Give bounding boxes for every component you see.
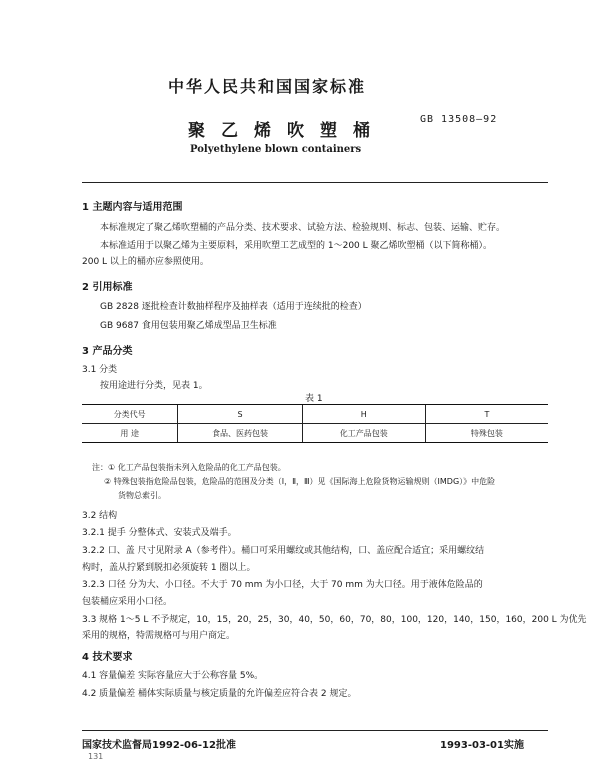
section-1-paragraph-2-cont: 200 L 以上的桶亦应参照使用。 bbox=[82, 257, 209, 267]
table-1-usage-row bbox=[82, 424, 548, 443]
table-cell: 用 途 bbox=[82, 424, 178, 443]
table-cell: 化工产品包装 bbox=[302, 424, 425, 443]
section-3-2-2-cont: 构时，盖从拧紧到脱扣必须旋转 1 圈以上。 bbox=[82, 563, 256, 573]
table-note-2-cont: 货物总索引。 bbox=[118, 491, 166, 500]
table-note-1: 注：① 化工产品包装指未列入危险品的化工产品包装。 bbox=[92, 463, 286, 472]
table-note-2: ② 特殊包装指危险品包装，危险品的范围及分类（Ⅰ，Ⅱ，Ⅲ）见《国际海上危险货物运输规则（IMDG）》中危险 bbox=[104, 477, 496, 486]
table-cell: T bbox=[425, 405, 548, 424]
section-1-paragraph-2: 本标准适用于以聚乙烯为主要原料，采用吹塑工艺成型的 1～200 L 聚乙烯吹塑桶（以下简称桶）。 bbox=[100, 241, 493, 251]
table-cell: S bbox=[178, 405, 302, 424]
section-3-heading: 3 产品分类 bbox=[82, 346, 133, 357]
footer-rule bbox=[82, 730, 548, 731]
section-3-2-3-cont: 包装桶应采用小口径。 bbox=[82, 597, 173, 607]
page-number: 131 bbox=[88, 752, 104, 761]
table-1 bbox=[82, 404, 548, 443]
effective-date: 1993-03-01实施 bbox=[440, 740, 524, 751]
section-3-2-2: 3.2.2 口、盖 尺寸见附录 A（参考件）。桶口可采用螺纹或其他结构，口、盖应配合适宜；采用螺纹结 bbox=[82, 546, 485, 556]
table-cell: 特殊包装 bbox=[425, 424, 548, 443]
table-cell: 分类代号 bbox=[82, 405, 178, 424]
section-3-3: 3.3 规格 1～5 L 不予规定，10，15，20，25，30，40，50，60，70，80，100，120，140，150，160，200 L 为优先 bbox=[82, 615, 587, 625]
section-1-paragraph-1: 本标准规定了聚乙烯吹塑桶的产品分类、技术要求、试验方法、检验规则、标志、包装、运输、贮存。 bbox=[100, 223, 506, 233]
section-4-heading: 4 技术要求 bbox=[82, 652, 133, 663]
section-3-2-heading: 3.2 结构 bbox=[82, 511, 118, 521]
standard-title: 中华人民共和国国家标准 bbox=[168, 77, 367, 96]
table-cell: H bbox=[302, 405, 425, 424]
table-cell: 食品、医药包装 bbox=[178, 424, 302, 443]
approval-date: 国家技术监督局1992-06-12批准 bbox=[82, 740, 236, 751]
section-4-1: 4.1 容量偏差 实际容量应大于公称容量 5%。 bbox=[82, 671, 264, 681]
section-3-1-heading: 3.1 分类 bbox=[82, 365, 118, 375]
section-3-2-1: 3.2.1 提手 分整体式、安装式及端手。 bbox=[82, 528, 237, 538]
section-3-3-cont: 采用的规格，特需规格可与用户商定。 bbox=[82, 631, 236, 641]
section-4-2: 4.2 质量偏差 桶体实际质量与核定质量的允许偏差应符合表 2 规定。 bbox=[82, 689, 357, 699]
chinese-title: 聚乙烯吹塑桶 bbox=[188, 121, 386, 141]
reference-gb2828: GB 2828 逐批检查计数抽样程序及抽样表（适用于连续批的检查） bbox=[100, 302, 367, 312]
english-title: Polyethylene blown containers bbox=[190, 144, 362, 155]
section-2-heading: 2 引用标准 bbox=[82, 282, 133, 293]
table-1-caption: 表 1 bbox=[305, 394, 323, 404]
document-code: GB 13508—92 bbox=[420, 114, 498, 125]
section-3-1-text: 按用途进行分类，见表 1。 bbox=[100, 381, 208, 391]
table-1-header-row bbox=[82, 405, 548, 424]
reference-gb9687: GB 9687 食用包装用聚乙烯成型品卫生标准 bbox=[100, 321, 277, 331]
section-3-2-3: 3.2.3 口径 分为大、小口径。不大于 70 mm 为小口径，大于 70 mm 为大口径。用于液体危险品的 bbox=[82, 580, 483, 590]
section-1-heading: 1 主题内容与适用范围 bbox=[82, 202, 183, 213]
header-rule bbox=[82, 182, 548, 183]
